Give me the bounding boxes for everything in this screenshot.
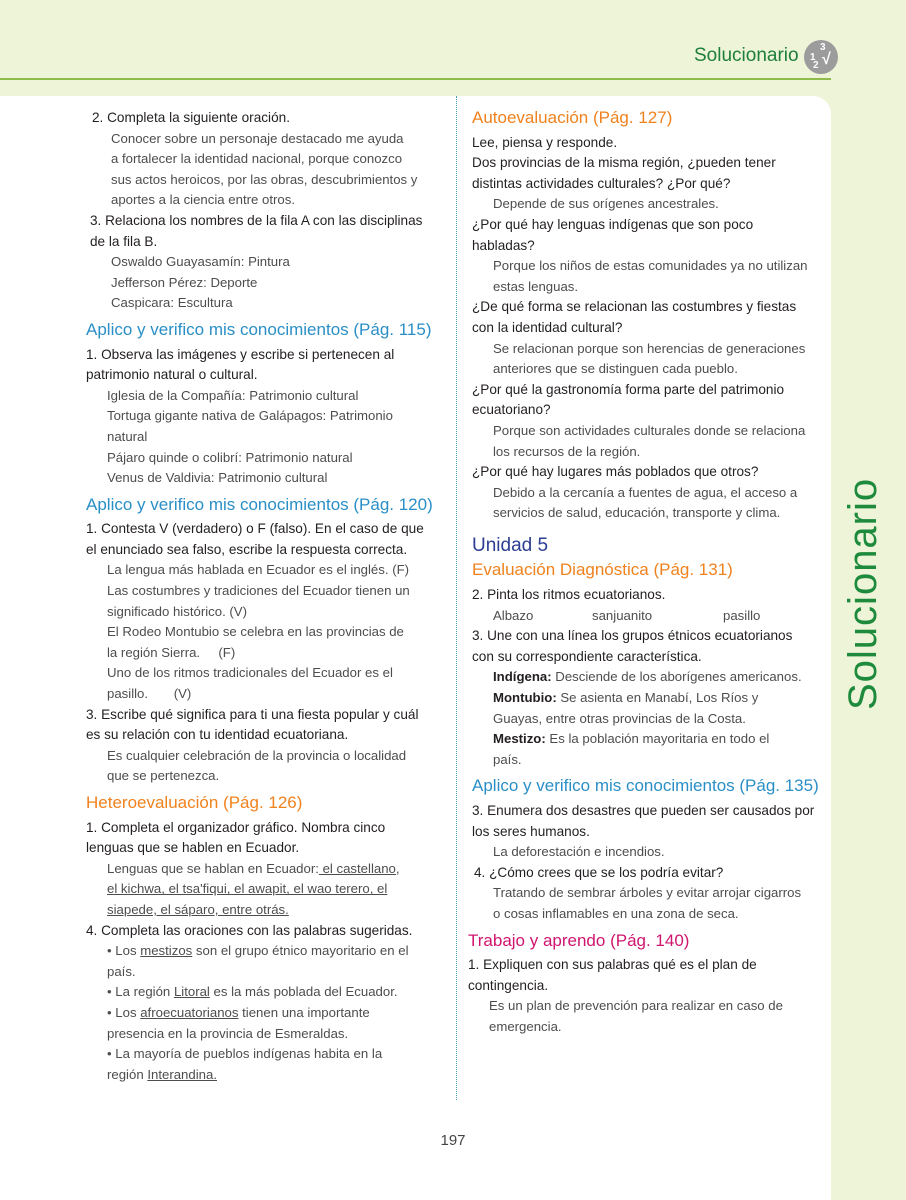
- question: lenguas que se hablen en Ecuador.: [86, 840, 300, 856]
- question: 1. Contesta V (verdadero) o F (falso). En el caso de que: [86, 521, 424, 537]
- question: 2. Completa la siguiente oración.: [92, 110, 290, 125]
- question: 1. Completa el organizador gráfico. Nombra cinco: [86, 819, 386, 835]
- page-number: 197: [440, 1132, 466, 1149]
- answer-line: anteriores que se distinguen cada pueblo.: [493, 361, 738, 377]
- question: Lee, piensa y responde.: [472, 134, 618, 150]
- question: habladas?: [472, 237, 535, 253]
- question: 2. Pinta los ritmos ecuatorianos.: [472, 587, 666, 603]
- answer-line: Iglesia de la Compañía: Patrimonio cultural: [107, 387, 359, 403]
- bullet-fill: afroecuatorianos: [140, 1004, 239, 1020]
- term-desc: país.: [493, 751, 522, 767]
- question: contingencia.: [468, 977, 549, 993]
- answer-line: o cosas inflamables en una zona de seca.: [493, 905, 739, 921]
- question: Dos provincias de la misma región, ¿pueden tener: [472, 155, 776, 171]
- answer-line: [472, 688, 824, 709]
- answer-line: Las costumbres y tradiciones del Ecuador tienen un: [107, 583, 410, 599]
- answer-line: [86, 879, 446, 900]
- bullet-line: [86, 941, 446, 962]
- term-desc: Desciende de los aborígenes americanos.: [551, 669, 802, 685]
- answer-line: los recursos de la región.: [493, 443, 641, 459]
- question: 1. Observa las imágenes y escribe si pertenecen al: [86, 346, 395, 362]
- answer-line: Uno de los ritmos tradicionales del Ecuador es el: [107, 665, 393, 681]
- answer-line: Tratando de sembrar árboles y evitar arrojar cigarros: [493, 885, 802, 901]
- question: distintas actividades culturales? ¿Por qué?: [472, 175, 731, 191]
- term-label: Mestizo:: [493, 731, 546, 747]
- answer-line: Tortuga gigante nativa de Galápagos: Patrimonio: [107, 408, 393, 424]
- answer-fill: el kichwa, el tsa'fiqui, el awapit, el wao terero, el: [107, 881, 388, 897]
- answer-line: servicios de salud, educación, transporte y clima.: [493, 505, 781, 521]
- answer-line: Es cualquier celebración de la provincia o localidad: [107, 747, 407, 763]
- term-desc: Se asienta en Manabí, Los Ríos y: [556, 690, 759, 706]
- question: 1. Expliquen con sus palabras qué es el plan de: [468, 957, 757, 973]
- answer-line: pasillo. (V): [107, 686, 192, 702]
- bullet-text: tienen una importante: [238, 1004, 370, 1020]
- answer-line: Jefferson Pérez: Deporte: [111, 274, 258, 290]
- answer-line: [86, 859, 446, 880]
- answer-line: La lengua más hablada en Ecuador es el inglés. (F): [107, 562, 410, 578]
- answer-line: [472, 667, 824, 688]
- question: ¿Por qué hay lugares más poblados que otros?: [472, 464, 759, 480]
- question: de la fila B.: [90, 233, 158, 249]
- section-heading: Autoevaluación (Pág. 127): [472, 108, 673, 127]
- bullet-text: • Los: [107, 1004, 141, 1020]
- answer-line: [472, 750, 824, 771]
- answer-line: significado histórico. (V): [107, 603, 247, 619]
- answer-line: [472, 729, 824, 750]
- answer-line: Conocer sobre un personaje destacado me ayuda: [111, 130, 404, 146]
- answer-line: El Rodeo Montubio se celebra en las provincias de: [107, 624, 404, 640]
- bullet-line: presencia en la provincia de Esmeraldas.: [107, 1025, 349, 1041]
- answer-line: Se relacionan porque son herencias de generaciones: [493, 340, 806, 356]
- answer-line: natural: [107, 428, 148, 444]
- rhythm-option: pasillo: [723, 607, 761, 623]
- bullet-text: es la más poblada del Ecuador.: [209, 984, 398, 1000]
- question: ecuatoriano?: [472, 402, 551, 418]
- bullet-text: • Los: [107, 943, 141, 959]
- question: los seres humanos.: [472, 823, 590, 839]
- answer-line: aportes a la ciencia entre otros.: [111, 192, 295, 208]
- question: 4. Completa las oraciones con las palabras sugeridas.: [86, 922, 413, 938]
- bullet-text: son el grupo étnico mayoritario en el: [192, 943, 409, 959]
- unit-heading: Unidad 5: [472, 534, 549, 556]
- column-divider: [456, 96, 457, 1100]
- header-title: Solucionario: [694, 45, 799, 66]
- answer-line: [472, 709, 824, 730]
- answer-line: a fortalecer la identidad nacional, porque conozco: [111, 151, 403, 167]
- answer-line: Debido a la cercanía a fuentes de agua, el acceso a: [493, 484, 798, 500]
- answer-fill: siapede, el sáparo, entre otrás.: [107, 901, 289, 917]
- side-tab-label: Solucionario: [841, 477, 885, 710]
- question: 3. Une con una línea los grupos étnicos ecuatorianos: [472, 628, 793, 644]
- bullet-fill: Litoral: [173, 984, 210, 1000]
- section-heading: Trabajo y aprendo (Pág. 140): [468, 930, 690, 950]
- bullet-line: país.: [107, 963, 136, 979]
- answer-fill: el castellano,: [318, 860, 400, 876]
- question: con la identidad cultural?: [472, 319, 623, 335]
- answer-line: Venus de Valdivia: Patrimonio cultural: [107, 470, 328, 486]
- term-label: Montubio:: [493, 690, 557, 706]
- question: ¿Por qué la gastronomía forma parte del patrimonio: [472, 381, 785, 397]
- question: ¿De qué forma se relacionan las costumbres y fiestas: [472, 299, 797, 315]
- section-heading: Aplico y verifico mis conocimientos (Pág. 135): [472, 776, 819, 796]
- bullet-line: [86, 1003, 446, 1024]
- question: 3. Escribe qué significa para ti una fiesta popular y cuál: [86, 706, 419, 722]
- question: el enunciado sea falso, escribe la respuesta correcta.: [86, 541, 408, 557]
- answer-line: La deforestación e incendios.: [493, 844, 665, 860]
- answer-line: [86, 900, 446, 921]
- left-column: [86, 108, 446, 1085]
- question: ¿Por qué hay lenguas indígenas que son poco: [472, 216, 754, 232]
- question: 4. ¿Cómo crees que se los podría evitar?: [474, 864, 724, 880]
- question: patrimonio natural o cultural.: [86, 367, 258, 383]
- bullet-fill: Interandina.: [147, 1066, 217, 1082]
- question: 3. Relaciona los nombres de la fila A con las disciplinas: [90, 212, 423, 228]
- answer-line: la región Sierra. (F): [107, 644, 236, 660]
- answer-line: sus actos heroicos, por las obras, descubrimientos y: [111, 171, 418, 187]
- rhythm-option: Albazo: [493, 607, 534, 623]
- answer-line: estas lenguas.: [493, 278, 579, 294]
- answer-line: Porque los niños de estas comunidades ya no utilizan: [493, 258, 808, 274]
- question: es su relación con tu identidad ecuatoriana.: [86, 727, 349, 743]
- bullet-line: [86, 1065, 446, 1086]
- answer-prefix: Lenguas que se hablan en Ecuador:: [107, 860, 319, 876]
- answer-line: Pájaro quinde o colibrí: Patrimonio natural: [107, 449, 353, 465]
- badge-glyph: 1: [810, 52, 816, 63]
- badge-glyph: √: [822, 51, 831, 68]
- rhythm-option: sanjuanito: [592, 607, 653, 623]
- badge-glyph: 2: [813, 60, 819, 71]
- section-heading: Heteroevaluación (Pág. 126): [86, 793, 303, 812]
- bullet-line: [86, 982, 446, 1003]
- bullet-line: • La mayoría de pueblos indígenas habita en la: [107, 1046, 383, 1062]
- answer-line: Es un plan de prevención para realizar en caso de: [489, 998, 783, 1014]
- bullet-fill: mestizos: [140, 943, 193, 959]
- section-heading: Aplico y verifico mis conocimientos (Pág. 115): [86, 319, 432, 339]
- section-heading: Aplico y verifico mis conocimientos (Pág. 120): [86, 494, 433, 514]
- section-heading: Evaluación Diagnóstica (Pág. 131): [472, 560, 733, 580]
- answer-line: Oswaldo Guayasamín: Pintura: [111, 254, 290, 270]
- badge-glyph: 3: [820, 42, 826, 53]
- rhythm-options: [472, 606, 824, 627]
- answer-line: emergencia.: [489, 1018, 562, 1034]
- answer-line: Caspicara: Escultura: [111, 295, 233, 311]
- right-column: [468, 108, 824, 1038]
- term-desc: Guayas, entre otras provincias de la Costa.: [493, 710, 746, 726]
- answer-line: Depende de sus orígenes ancestrales.: [493, 196, 719, 212]
- question: 3. Enumera dos desastres que pueden ser causados por: [472, 803, 815, 818]
- header-rule: [0, 78, 831, 80]
- question: con su correspondiente característica.: [472, 648, 702, 664]
- bullet-text: • La región: [107, 984, 174, 1000]
- solucionario-badge-icon: [804, 40, 838, 74]
- term-desc: Es la población mayoritaria en todo el: [545, 731, 770, 747]
- answer-line: Porque son actividades culturales donde se relaciona: [493, 422, 806, 438]
- term-label: Indígena:: [493, 669, 552, 685]
- bullet-text: región: [107, 1066, 148, 1082]
- answer-line: que se pertenezca.: [107, 768, 220, 784]
